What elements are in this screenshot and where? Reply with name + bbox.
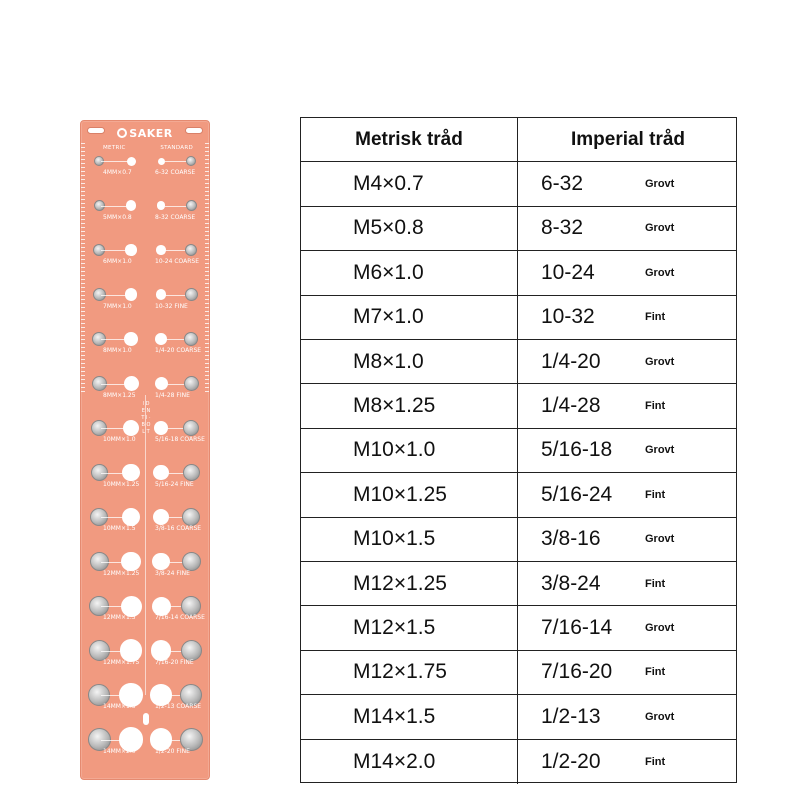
metric-test-hole	[125, 244, 136, 255]
metric-size-label: 7MM×1.0	[103, 302, 132, 310]
imperial-size-label: 1/2-13 COARSE	[155, 703, 202, 710]
table-row	[301, 518, 736, 562]
imperial-thread-cell: 5/16-24	[541, 482, 613, 506]
imperial-test-bolt	[185, 288, 198, 301]
table-row	[301, 207, 736, 251]
imperial-test-bolt	[181, 596, 201, 616]
imperial-test-bolt	[182, 552, 201, 571]
table-row	[301, 340, 736, 384]
metric-thread-cell: M10×1.0	[353, 438, 436, 462]
metric-size-label: 10MM×1.5	[103, 525, 136, 532]
metric-thread-cell: M4×0.7	[353, 172, 424, 196]
column-divider	[517, 296, 518, 339]
column-divider	[517, 562, 518, 605]
metric-size-label: 14MM×2.0	[103, 747, 136, 755]
metric-thread-cell: M14×2.0	[353, 749, 436, 773]
ruler-scale-right	[201, 143, 209, 393]
imperial-thread-cell: 1/4-20	[541, 349, 601, 373]
brand-name: SAKER	[129, 127, 173, 140]
metric-test-hole	[121, 552, 141, 572]
imperial-thread-cell: 6-32	[541, 172, 584, 196]
metric-thread-cell: M7×1.0	[353, 305, 424, 329]
imperial-size-label: 1/4-20 COARSE	[155, 347, 202, 354]
imperial-test-bolt	[185, 244, 197, 256]
table-row	[301, 296, 736, 340]
metric-size-label: 5MM×0.8	[103, 213, 132, 221]
imperial-size-label: 3/8-16 COARSE	[155, 525, 202, 532]
thread-type-cell: Grovt	[645, 178, 675, 191]
imperial-thread-cell: 3/8-16	[541, 527, 601, 551]
standard-heading: STANDARD	[160, 145, 193, 151]
imperial-thread-cell: 7/16-14	[541, 616, 613, 640]
metric-thread-cell: M10×1.25	[353, 482, 447, 506]
metric-test-hole	[127, 157, 136, 166]
imperial-test-bolt	[186, 156, 196, 166]
metric-size-label: 14MM×1.5	[103, 703, 136, 710]
imperial-size-label: 5/16-18 COARSE	[155, 436, 205, 443]
imperial-test-bolt	[183, 420, 199, 436]
thread-type-cell: Fint	[645, 400, 666, 413]
metric-thread-cell: M8×1.25	[353, 394, 436, 418]
column-divider	[517, 740, 518, 784]
thread-type-cell: Fint	[645, 577, 666, 590]
column-divider	[517, 518, 518, 561]
imperial-size-label: 7/16-20 FINE	[155, 658, 194, 666]
thread-type-cell: Grovt	[645, 222, 675, 235]
imperial-size-label: 5/16-24 FINE	[155, 480, 194, 488]
thread-type-cell: Fint	[645, 666, 666, 679]
metric-test-hole	[126, 200, 136, 210]
metric-test-hole	[124, 332, 138, 346]
column-divider	[517, 606, 518, 649]
table-row	[301, 251, 736, 295]
metric-size-label: 4MM×0.7	[103, 169, 132, 176]
table-row	[301, 162, 736, 206]
imperial-size-label: 8-32 COARSE	[155, 213, 196, 221]
thread-type-cell: Grovt	[645, 444, 675, 457]
imperial-thread-cell: 7/16-20	[541, 660, 613, 684]
gear-icon	[117, 128, 127, 138]
metric-size-label: 6MM×1.0	[103, 258, 132, 265]
imperial-thread-cell: 1/2-13	[541, 704, 601, 728]
metric-size-label: 12MM×1.25	[103, 569, 140, 577]
imperial-size-label: 6-32 COARSE	[155, 169, 196, 176]
table-row	[301, 562, 736, 606]
thread-type-cell: Grovt	[645, 533, 675, 546]
column-divider	[517, 251, 518, 294]
connector-line	[101, 161, 129, 162]
thread-type-cell: Fint	[645, 755, 666, 768]
imperial-size-label: 10-32 FINE	[155, 302, 188, 310]
column-divider	[517, 473, 518, 516]
metric-test-hole	[122, 464, 139, 481]
metric-thread-cell: M10×1.5	[353, 527, 436, 551]
metric-heading: METRIC	[103, 145, 126, 151]
center-line	[145, 395, 146, 695]
table-row	[301, 384, 736, 428]
table-row	[301, 606, 736, 650]
thread-type-cell: Grovt	[645, 355, 675, 368]
metric-thread-cell: M12×1.75	[353, 660, 447, 684]
brand-logo	[81, 127, 209, 140]
metric-thread-cell: M6×1.0	[353, 260, 424, 284]
table-row	[301, 429, 736, 473]
imperial-test-bolt	[183, 464, 200, 481]
column-divider	[517, 695, 518, 738]
column-divider	[517, 207, 518, 250]
imperial-test-bolt	[186, 200, 197, 211]
imperial-size-label: 1/2-20 FINE	[155, 747, 190, 755]
column-divider	[517, 162, 518, 205]
column-divider	[517, 651, 518, 694]
imperial-thread-cell: 5/16-18	[541, 438, 613, 462]
imperial-test-hole	[157, 201, 165, 209]
column-divider	[517, 429, 518, 472]
header-imperial: Imperial tråd	[570, 128, 686, 150]
metric-size-label: 8MM×1.0	[103, 347, 132, 354]
metric-thread-cell: M5×0.8	[353, 216, 424, 240]
table-header-row	[301, 118, 736, 162]
table-row	[301, 695, 736, 739]
imperial-test-bolt	[182, 508, 200, 526]
thread-table	[300, 117, 737, 783]
imperial-size-label: 3/8-24 FINE	[155, 569, 190, 577]
imperial-thread-cell: 3/8-24	[541, 571, 601, 595]
imperial-size-label: 10-24 COARSE	[155, 258, 200, 265]
imperial-size-label: 7/16-14 COARSE	[155, 614, 205, 621]
metric-thread-cell: M14×1.5	[353, 704, 436, 728]
table-row	[301, 473, 736, 517]
imperial-thread-cell: 10-32	[541, 305, 595, 329]
thread-type-cell: Grovt	[645, 266, 675, 279]
metric-size-label: 12MM×1.75	[103, 658, 140, 666]
thread-type-cell: Grovt	[645, 622, 675, 635]
metric-size-label: 10MM×1.0	[103, 436, 136, 443]
metric-test-hole	[123, 420, 139, 436]
imperial-test-bolt	[184, 376, 199, 391]
imperial-thread-cell: 1/4-28	[541, 394, 601, 418]
thread-type-cell: Fint	[645, 311, 666, 324]
metric-thread-cell: M12×1.25	[353, 571, 447, 595]
metric-test-hole	[122, 508, 141, 527]
imperial-test-bolt	[184, 332, 198, 346]
thread-gauge-plate	[80, 120, 210, 780]
metric-size-label: 8MM×1.25	[103, 391, 136, 399]
imperial-thread-cell: 1/2-20	[541, 749, 601, 773]
header-metric: Metrisk tråd	[355, 128, 463, 150]
ruler-scale-left	[81, 143, 89, 393]
imperial-thread-cell: 10-24	[541, 260, 595, 284]
imperial-thread-cell: 8-32	[541, 216, 584, 240]
imperial-test-hole	[158, 158, 165, 165]
imperial-size-label: 1/4-28 FINE	[155, 391, 190, 399]
bottom-slot	[143, 713, 149, 725]
table-row	[301, 740, 736, 784]
column-divider	[517, 340, 518, 383]
connector-line	[101, 206, 129, 207]
thread-type-cell: Fint	[645, 488, 666, 501]
metric-test-hole	[125, 288, 138, 301]
table-row	[301, 651, 736, 695]
metric-size-label: 10MM×1.25	[103, 480, 140, 488]
metric-thread-cell: M8×1.0	[353, 349, 424, 373]
metric-size-label: 12MM×1.5	[103, 614, 136, 621]
thread-type-cell: Grovt	[645, 710, 675, 723]
metric-test-hole	[124, 376, 139, 391]
metric-thread-cell: M12×1.5	[353, 616, 436, 640]
column-divider	[517, 384, 518, 427]
identi-bolt-label: I D E N T I · B O L T	[141, 401, 151, 435]
